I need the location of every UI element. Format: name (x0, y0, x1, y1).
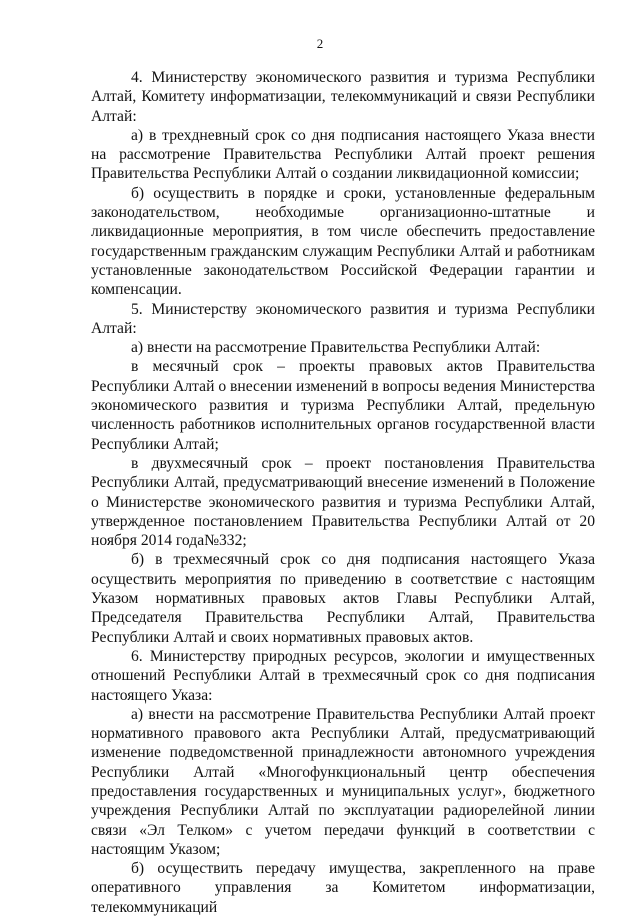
paragraph-5a: а) внести на рассмотрение Правительства Республики Алтай: (131, 339, 541, 357)
paragraph-6b: б) осуществить передачу имущества, закрепленного на праве оперативного управления за Комитетом информатизации, телекоммуникаций (91, 860, 595, 916)
paragraph-4a: а) в трехдневный срок со дня подписания настоящего Указа внести на рассмотрение Правительства Республики Алтай проект решения Правительства Республики Алтай о создании ликвидационной комиссии; (91, 126, 595, 183)
paragraph-6: 6. Министерству природных ресурсов, экологии и имущественных отношений Республики Алтай в трехмесячный срок со дня подписания настоящего Указа: (91, 647, 595, 704)
paragraph-5a-two-month: в двухмесячный срок – проект постановления Правительства Республики Алтай, предусматривающий внесение изменений в Положение о Министерстве экономического развития и туризма Республики Алтай, утвержденное постановлением Правительства Республики Алтай от 20 ноября 2014 года№332; (91, 454, 595, 550)
document-body (91, 68, 595, 917)
paragraph-6a: а) внести на рассмотрение Правительства Республики Алтай проект нормативного правового акта Республики Алтай, предусматривающий изменение подведомственной принадлежности автономного учреждения Республики Алтай «Многофункциональный центр обеспечения предоставления государственных и муниципальных услуг», бюджетного учреждения Республики Алтай по эксплуатации радиорелейной линии связи «Эл Телком» с учетом передачи функций в соответствии с настоящим Указом; (91, 705, 595, 858)
paragraph-5b: б) в трехмесячный срок со дня подписания настоящего Указа осуществить мероприятия по приведению в соответствие с настоящим Указом нормативных правовых актов Главы Республики Алтай, Председателя Правительства Республики Алтай, Правительства Республики Алтай и своих нормативных правовых актов. (91, 551, 595, 646)
paragraph-5: 5. Министерству экономического развития и туризма Республики Алтай: (91, 300, 595, 337)
paragraph-4: 4. Министерству экономического развития и туризма Республики Алтай, Комитету информатизации, телекоммуникаций и связи Республики Алтай: (91, 69, 595, 125)
paragraph-5a-monthly: в месячный срок – проекты правовых актов Правительства Республики Алтай о внесении изменений в вопросы ведения Министерства экономического развития и туризма Республики Алтай, предельную численность работников исполнительных органов государственной власти Республики Алтай; (91, 358, 596, 453)
paragraph-4b: б) осуществить в порядке и сроки, установленные федеральным законодательством, необходимые организационно-штатные и ликвидационные мероприятия, в том числе обеспечить предоставление государственным гражданским служащим Республики Алтай и работникам установленные законодательством Российской Федерации гарантии и компенсации. (91, 184, 595, 299)
page-number: 2 (316, 36, 324, 51)
